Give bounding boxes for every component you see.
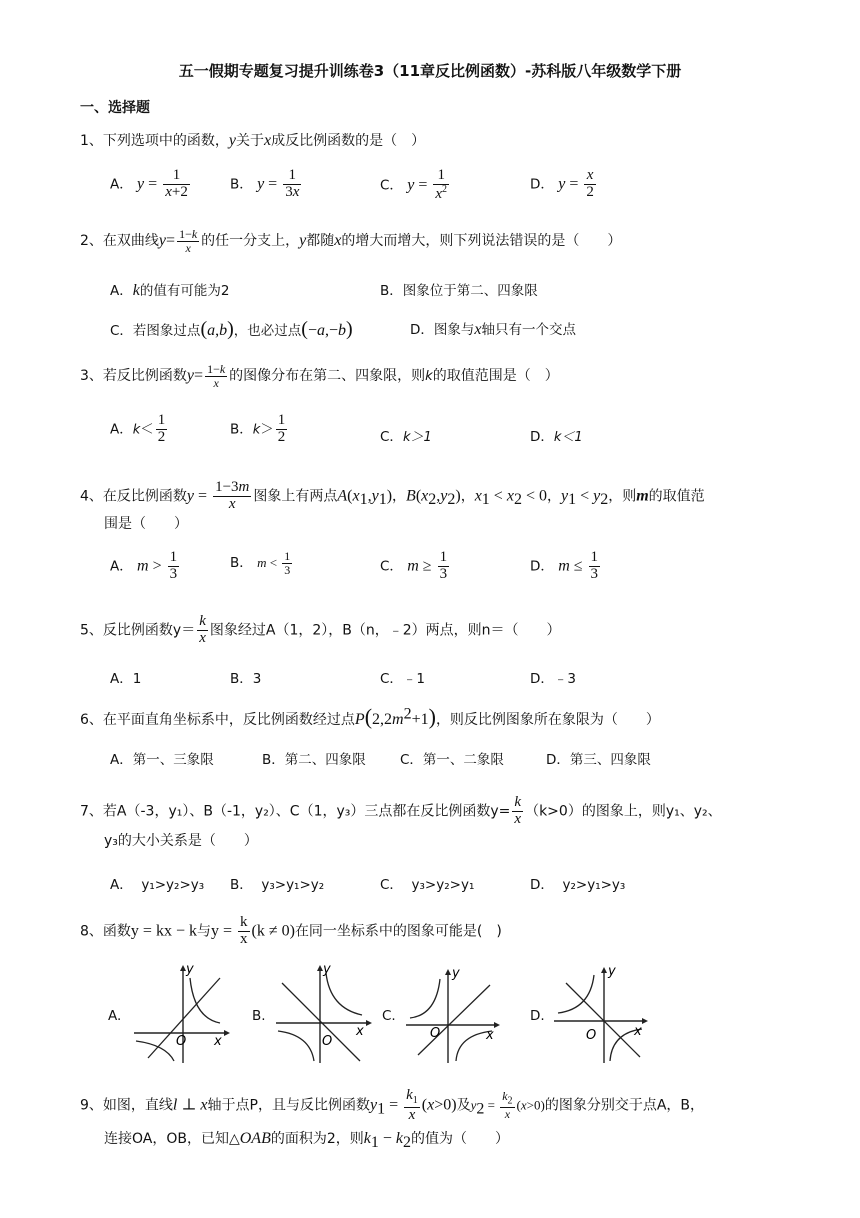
svg-text:O: O [586, 1028, 597, 1043]
question-2-option-b[interactable]: B．图象位于第二、四象限 [380, 283, 538, 299]
question-7-option-a[interactable]: A． y₁>y₂>y₃ [110, 877, 205, 893]
question-3-option-d[interactable]: D．k＜1 [530, 429, 583, 445]
section-heading: 一、选择题 [80, 100, 150, 116]
question-3-stem: 3、若反比例函数y= $\frac{1-k}{x}$ 的图像分布在第二、四象限，则k的取值范围是（ ） [80, 362, 559, 390]
svg-text:y: y [452, 966, 460, 981]
question-3-option-c[interactable]: C．k＞1 [380, 429, 432, 445]
question-4-option-c[interactable]: C． m ≥ $\frac{1}{3}$ [380, 549, 448, 582]
question-7-option-d[interactable]: D． y₂>y₁>y₃ [530, 877, 626, 893]
graph-option-b[interactable] [270, 963, 372, 1065]
question-7-option-b[interactable]: B． y₃>y₁>y₂ [230, 877, 325, 893]
question-9-stem: 9、如图，直线l ⊥ x轴于点P，且与反比例函数$y_1$ = $\frac{k_1}{x}$ (x>0)及$y_2$ = $\frac{k_2}{x}$ (x>0)的图象分别交于点A，B， [80, 1087, 705, 1123]
question-8-option-c[interactable]: C. [382, 1008, 396, 1024]
question-7-option-c[interactable]: C． y₃>y₂>y₁ [380, 877, 475, 893]
question-6-option-a[interactable]: A．第一、三象限 [110, 752, 214, 768]
question-5-stem: 5、反比例函数y＝ $\frac{k}{x}$ 图象经过A（1，2），B（n，﹣2）两点，则n＝（ ） [80, 613, 561, 646]
svg-text:O: O [322, 1034, 333, 1049]
question-7-stem-cont: y₃的大小关系是（ ） [104, 833, 258, 849]
question-2-option-a[interactable]: A．k的值有可能为2 [110, 282, 230, 299]
svg-text:y: y [323, 963, 331, 977]
svg-text:x: x [486, 1028, 494, 1043]
question-3-option-b[interactable]: B．k＞ $\frac{1}{2}$ [230, 412, 286, 445]
question-4-stem: 4、在反比例函数y = $\frac{1-3m}{x}$ 图象上有两点$A(x_1,y_1)$，$B(x_2,y_2)$，$x_1 < x_2 < 0$，$y_1 < y_2$，则m的取值范 [80, 479, 705, 512]
question-7-stem: 7、若A（-3，y₁）、B（-1，y₂）、C（1，y₃）三点都在反比例函数y= $\frac{k}{x}$ （k>0）的图象上，则y₁、y₂、 [80, 794, 722, 827]
svg-text:x: x [634, 1024, 642, 1039]
question-5-option-a[interactable]: A．1 [110, 671, 142, 687]
question-8-option-b[interactable]: B. [252, 1008, 266, 1024]
svg-text:O: O [430, 1026, 441, 1041]
question-5-option-b[interactable]: B．3 [230, 671, 262, 687]
question-8-option-a[interactable]: A. [108, 1008, 122, 1024]
axis-x-label: x [214, 1034, 222, 1049]
question-6-option-d[interactable]: D．第三、四象限 [546, 752, 651, 768]
question-1-option-b[interactable]: B． y = $\frac{1}{3x}$ [230, 167, 300, 200]
graph-option-a[interactable] [128, 963, 230, 1065]
question-9-stem-cont: 连接OA，OB，已知△OAB的面积为2，则$k_1 - k_2$的值为（ ） [104, 1130, 510, 1151]
origin-label: O [176, 1034, 187, 1049]
question-2-stem: 2、在双曲线y= $\frac{1-k}{x}$ 的任一分支上，y都随x的增大而增大，则下列说法错误的是（ ） [80, 227, 622, 255]
question-6-option-b[interactable]: B．第二、四象限 [262, 752, 366, 768]
question-6-stem: 6、在平面直角坐标系中，反比例函数经过点$P(2,2m^2+1)$，则反比例图象所在象限为（ ） [80, 704, 660, 729]
question-8-option-d[interactable]: D. [530, 1008, 545, 1024]
page-title: 五一假期专题复习提升训练卷3（11章反比例函数）-苏科版八年级数学下册 [178, 62, 682, 80]
question-1-option-c[interactable]: C． y = $\frac{1}{x^2}$ [380, 167, 448, 202]
axis-y-label: y [186, 963, 194, 977]
question-5-option-c[interactable]: C．﹣1 [380, 671, 426, 687]
svg-text:x: x [356, 1024, 364, 1039]
question-2-option-d[interactable]: D．图象与x轴只有一个交点 [410, 321, 577, 338]
question-3-option-a[interactable]: A．k＜ $\frac{1}{2}$ [110, 412, 166, 445]
question-4-option-d[interactable]: D． m ≤ $\frac{1}{3}$ [530, 549, 599, 582]
question-1-stem: 1、下列选项中的函数，y关于x成反比例函数的是（ ） [80, 132, 426, 149]
question-1-option-d[interactable]: D． y = $\frac{x}{2}$ [530, 167, 594, 200]
graph-option-c[interactable] [400, 963, 502, 1065]
question-8-stem: 8、函数y = kx − k与y = $\frac{k}{x}$ (k ≠ 0)在同一坐标系中的图象可能是( ) [80, 914, 502, 947]
question-4-option-b[interactable]: B． m < $\frac{1}{3}$ [230, 549, 291, 577]
question-6-option-c[interactable]: C．第一、二象限 [400, 752, 504, 768]
question-4-stem-cont: 围是（ ） [104, 516, 188, 532]
svg-text:y: y [608, 964, 616, 979]
question-2-option-c[interactable]: C．若图象过点(a,b)，也必过点(−a,−b) [110, 318, 353, 340]
question-4-option-a[interactable]: A． m > $\frac{1}{3}$ [110, 549, 178, 582]
question-1-option-a[interactable]: A． y = $\frac{1}{x+2}$ [110, 167, 188, 200]
graph-option-d[interactable] [548, 963, 650, 1065]
question-5-option-d[interactable]: D．﹣3 [530, 671, 576, 687]
